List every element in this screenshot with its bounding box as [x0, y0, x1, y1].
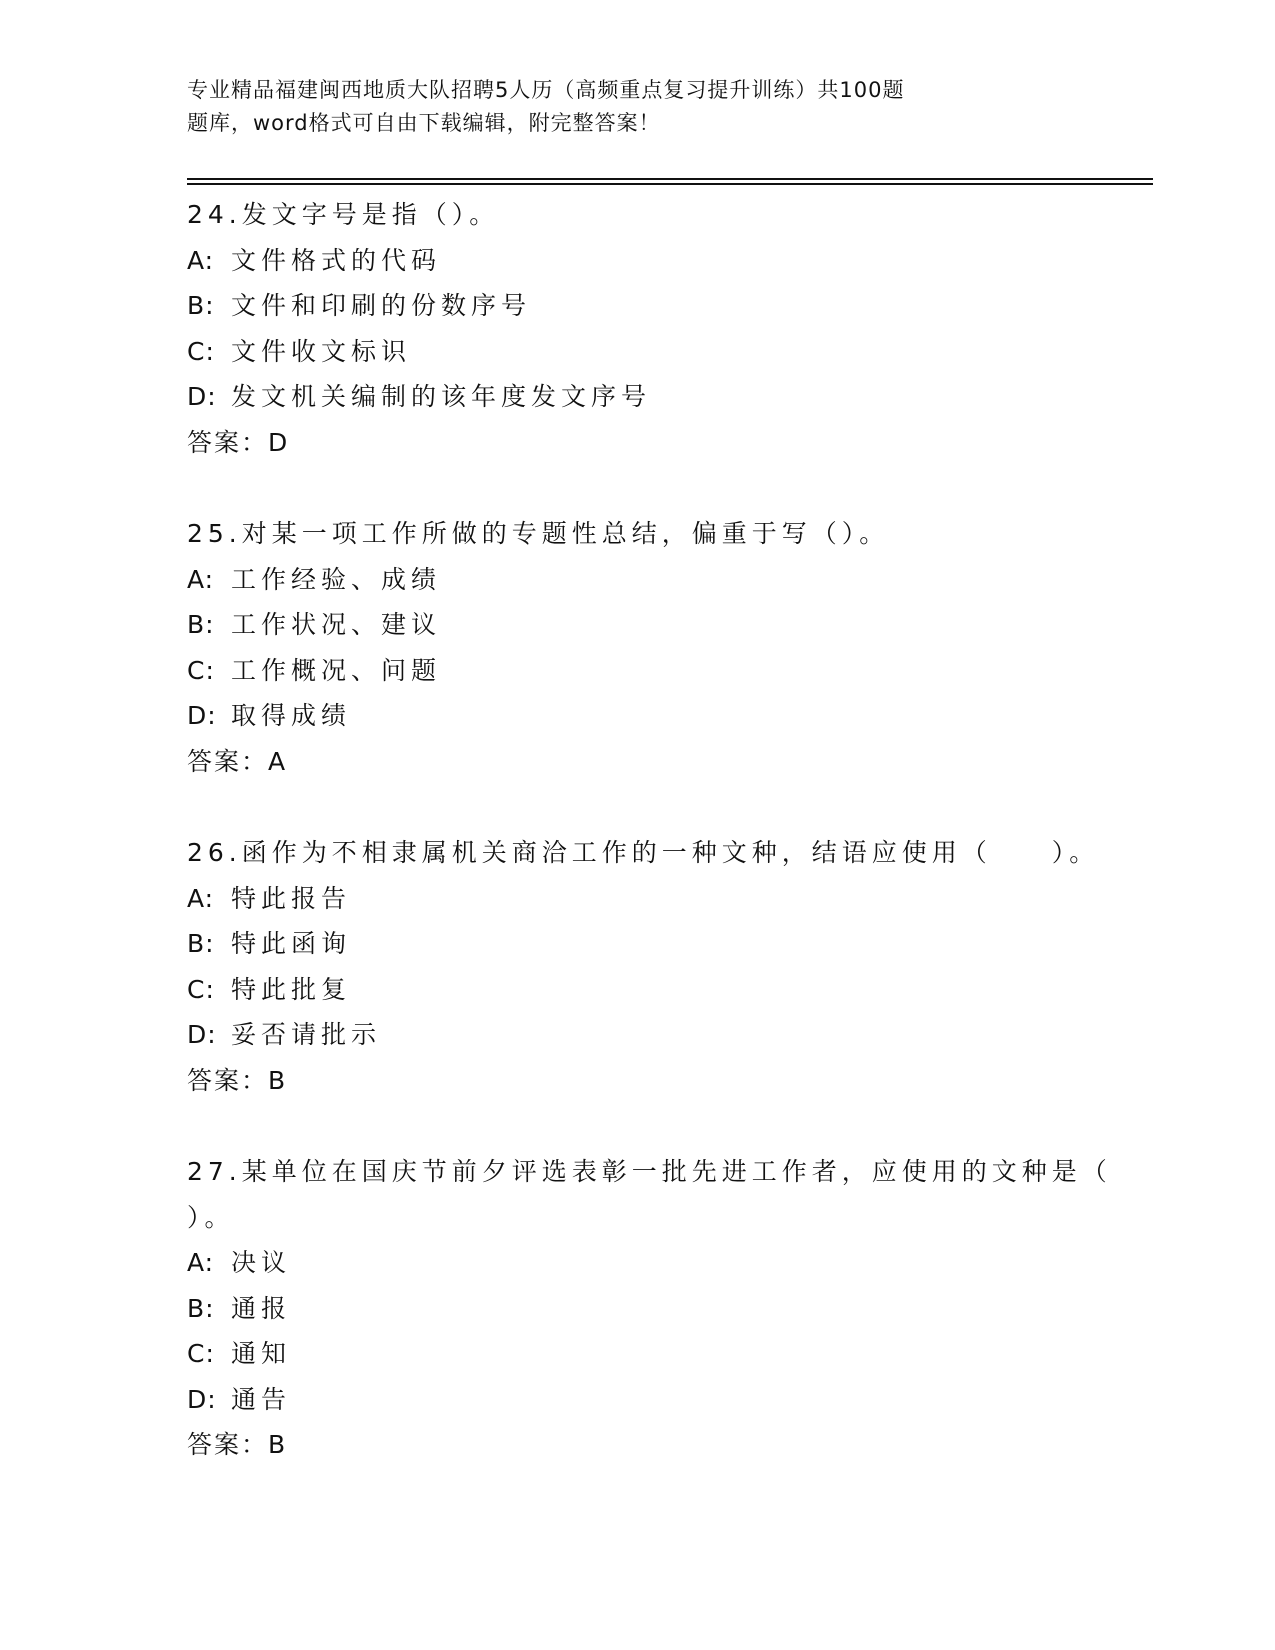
option-a — [187, 1240, 1087, 1286]
option-text: 决议 — [231, 1248, 292, 1277]
option-c — [187, 648, 1087, 694]
option-a — [187, 876, 1087, 922]
option-key: B: — [187, 610, 215, 639]
question-25 — [187, 511, 1087, 784]
answer-line: 答案：A — [187, 746, 288, 776]
header-line-1: 专业精品福建闽西地质大队招聘5人历（高频重点复习提升训练）共100题 — [187, 78, 905, 102]
option-key: C: — [187, 336, 215, 366]
option-d — [187, 1377, 1087, 1423]
option-b — [187, 921, 1087, 967]
option-key: C: — [187, 655, 215, 685]
option-d — [187, 1012, 1087, 1058]
document-header — [187, 74, 1007, 140]
option-text: 特此报告 — [231, 883, 352, 913]
option-a — [187, 238, 1087, 284]
option-b — [187, 283, 1087, 329]
answer-line: 答案：B — [187, 1430, 288, 1459]
question-stem — [187, 1149, 1112, 1240]
option-text: 工作状况、建议 — [231, 610, 442, 639]
question-list — [187, 192, 1112, 1468]
option-c — [187, 329, 1087, 375]
option-c — [187, 1331, 1087, 1377]
question-26 — [187, 830, 1100, 1103]
option-text: 工作经验、成绩 — [231, 564, 442, 594]
option-text: 特此批复 — [231, 974, 352, 1004]
option-text: 妥否请批示 — [231, 1020, 382, 1049]
option-text: 发文机关编制的该年度发文序号 — [231, 382, 652, 411]
question-stem-line-2: ）。 — [187, 1202, 235, 1232]
option-d — [187, 693, 1087, 739]
question-stem: 26.函作为不相隶属机关商洽工作的一种文种，结语应使用（ ）。 — [187, 838, 1100, 867]
option-key: A: — [187, 883, 215, 913]
option-text: 通告 — [231, 1384, 292, 1414]
option-text: 文件收文标识 — [231, 336, 412, 366]
option-key: D: — [187, 1384, 217, 1414]
option-key: A: — [187, 564, 215, 594]
option-b — [187, 602, 1087, 648]
option-key: C: — [187, 1339, 215, 1368]
option-text: 通知 — [231, 1339, 292, 1368]
option-key: A: — [187, 1248, 215, 1277]
header-rule-top — [187, 178, 1153, 180]
answer-line: 答案：B — [187, 1065, 288, 1095]
option-key: D: — [187, 382, 217, 411]
option-text: 通报 — [231, 1293, 292, 1323]
option-c — [187, 967, 1087, 1013]
option-key: B: — [187, 291, 215, 320]
option-text: 特此函询 — [231, 929, 352, 958]
option-key: D: — [187, 701, 217, 730]
header-rule-bottom — [187, 183, 1153, 185]
option-key: B: — [187, 1293, 215, 1323]
option-text: 文件和印刷的份数序号 — [231, 291, 532, 320]
question-stem: 25.对某一项工作所做的专题性总结，偏重于写（）。 — [187, 519, 890, 548]
option-b — [187, 1286, 1087, 1332]
option-key: C: — [187, 974, 215, 1004]
option-key: B: — [187, 929, 215, 958]
option-text: 工作概况、问题 — [231, 655, 442, 685]
header-line-2: 题库，word格式可自由下载编辑，附完整答案！ — [187, 111, 661, 135]
question-24 — [187, 192, 1087, 465]
question-27 — [187, 1149, 1112, 1468]
question-stem-line-1: 27.某单位在国庆节前夕评选表彰一批先进工作者，应使用的文种是（ — [187, 1157, 1112, 1186]
answer-line: 答案：D — [187, 427, 290, 457]
option-text: 取得成绩 — [231, 701, 352, 730]
option-a — [187, 557, 1087, 603]
option-key: A: — [187, 245, 215, 275]
question-stem: 24.发文字号是指（）。 — [187, 200, 500, 229]
option-text: 文件格式的代码 — [231, 245, 442, 275]
option-d — [187, 374, 1087, 420]
option-key: D: — [187, 1020, 217, 1049]
